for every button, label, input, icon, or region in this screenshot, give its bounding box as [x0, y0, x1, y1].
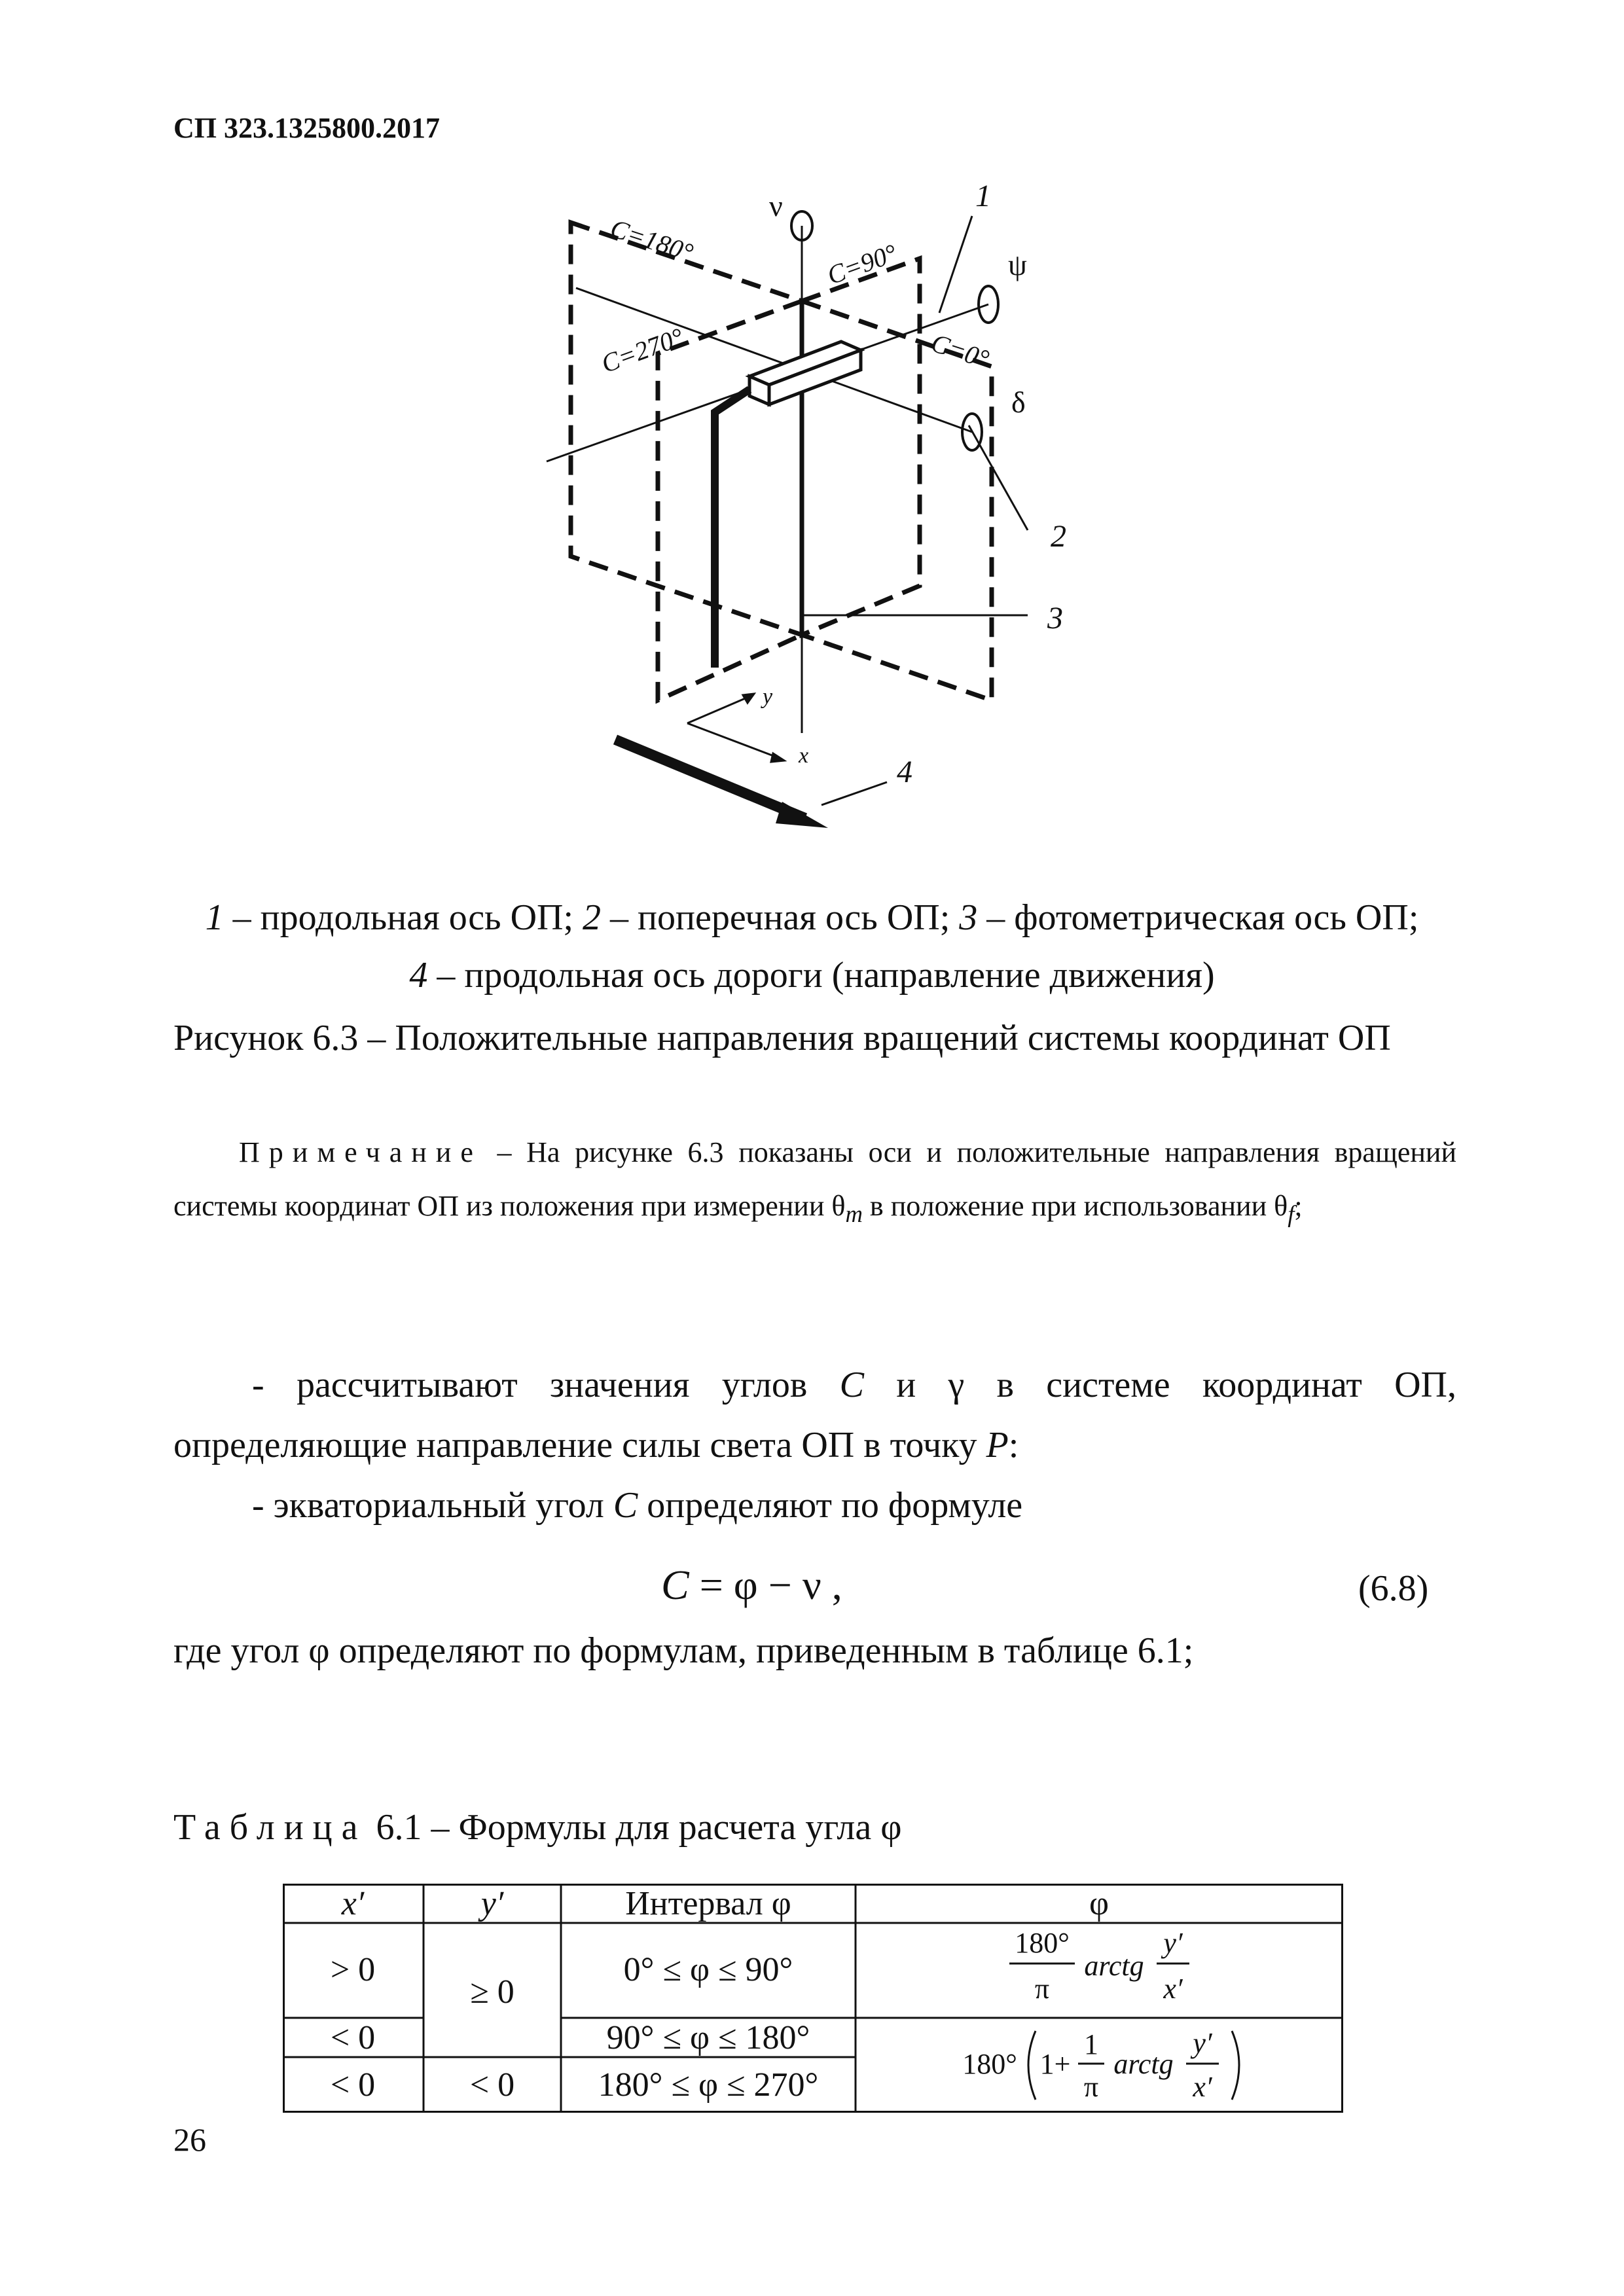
- para2-c: C: [613, 1485, 638, 1526]
- note-lead: Примечание: [239, 1136, 482, 1168]
- legend-num-3: 3: [959, 897, 978, 938]
- note-sub-m: m: [845, 1200, 863, 1227]
- paragraph-equatorial: [252, 1484, 1022, 1526]
- figure-legend-line-2: [0, 954, 1624, 996]
- row3-interval: 180° ≤ φ ≤ 270°: [598, 2066, 819, 2104]
- formula-6-8: [661, 1561, 842, 1609]
- legend-num-2: 2: [583, 897, 602, 938]
- label-2: 2: [1051, 519, 1066, 554]
- formula-1: [1009, 1927, 1189, 2005]
- label-c90: C=90°: [823, 238, 901, 291]
- para1-c: C: [839, 1365, 864, 1405]
- row1-interval: 0° ≤ φ ≤ 90°: [623, 1951, 793, 1988]
- table-title-lead: Таблица: [173, 1807, 367, 1848]
- row2-interval: 90° ≤ φ ≤ 180°: [606, 2019, 810, 2056]
- leader-2: [969, 425, 1028, 530]
- header-interval: Интервал φ: [625, 1885, 791, 1922]
- label-x: x: [799, 744, 809, 768]
- label-4: 4: [897, 755, 912, 789]
- f1-xden: x′: [1163, 1973, 1183, 2005]
- paragraph-where: где угол φ определяют по формулам, приведенным в таблице 6.1;: [173, 1630, 1194, 1671]
- para2-a: - экваториальный угол: [252, 1485, 613, 1526]
- para1-p: P: [986, 1425, 1009, 1465]
- header-phi: φ: [1089, 1885, 1110, 1922]
- leader-4: [821, 782, 887, 805]
- row1-x: > 0: [330, 1951, 376, 1988]
- plane-c180: [571, 223, 802, 635]
- label-3: 3: [1047, 601, 1063, 636]
- coordinate-system-figure: [511, 164, 1394, 851]
- note-sub-f: f: [1288, 1200, 1295, 1227]
- note-text: – На рисунке 6.3 показаны оси и положительные направления вращений системы координат ОП из положения при измерении θ: [173, 1136, 1456, 1222]
- legend-text-3: – фотометрическая ось ОП;: [977, 897, 1419, 938]
- f2-xden: x′: [1193, 2071, 1212, 2103]
- f2-den: π: [1083, 2071, 1099, 2103]
- paragraph-angles: [173, 1355, 1456, 1475]
- legend-num-4: 4: [409, 955, 428, 996]
- document-code: СП 323.1325800.2017: [173, 112, 440, 144]
- plane-c270: [658, 301, 802, 700]
- pole: [715, 389, 749, 668]
- f2-one: 1+: [1039, 2048, 1071, 2080]
- row3-x: < 0: [330, 2066, 376, 2104]
- page-number: 26: [173, 2121, 206, 2158]
- formula-2: [962, 2027, 1239, 2103]
- legend-text-1: – продольная ось ОП;: [223, 897, 583, 938]
- legend-num-1: 1: [205, 897, 224, 938]
- para1-a: - рассчитывают значения углов: [252, 1365, 840, 1405]
- dashed-planes: [571, 223, 992, 700]
- para1-e: :: [1008, 1425, 1019, 1465]
- f1-fn: arctg: [1084, 1950, 1144, 1982]
- plane-c90: [802, 259, 920, 635]
- label-nu: ν: [769, 189, 783, 223]
- x-axis-arrow: [687, 723, 782, 759]
- formula-lhs: C: [661, 1562, 689, 1608]
- label-c0: C=0°: [928, 327, 993, 374]
- f1-ynum: y′: [1163, 1927, 1183, 1959]
- para2-b: определяют по формуле: [638, 1485, 1023, 1526]
- f1-num: 180°: [1015, 1927, 1070, 1959]
- formula-rhs: = φ − ν ,: [689, 1562, 842, 1608]
- header-y: y′: [480, 1885, 504, 1922]
- note-mid: в положение при использовании θ: [862, 1190, 1288, 1222]
- f2-ynum: y′: [1193, 2027, 1212, 2059]
- formula-number: (6.8): [1358, 1568, 1429, 1609]
- header-x: x′: [341, 1885, 365, 1922]
- row3-y: < 0: [469, 2066, 515, 2104]
- note-end: ;: [1294, 1190, 1303, 1222]
- f2-num: 1: [1084, 2028, 1098, 2060]
- formula-table: [283, 1884, 1343, 2113]
- label-delta: δ: [1011, 386, 1026, 419]
- f2-lead: 180°: [962, 2048, 1017, 2080]
- para1-b: и γ в системе координат ОП, определяющие направление силы света ОП в точку: [173, 1365, 1456, 1465]
- road-direction-arrow: [615, 740, 805, 818]
- legend-text-2: – поперечная ось ОП;: [601, 897, 960, 938]
- f1-den: π: [1034, 1973, 1050, 2005]
- figure-legend-line-1: [0, 897, 1624, 939]
- y-axis-arrow: [687, 695, 753, 723]
- leader-1: [939, 216, 972, 313]
- road-arrowhead: [776, 802, 828, 828]
- legend-text-4: – продольная ось дороги (направление движения): [427, 955, 1215, 996]
- row2-x: < 0: [330, 2019, 376, 2056]
- y-merged: ≥ 0: [470, 1973, 514, 2011]
- label-c180: C=180°: [607, 213, 697, 268]
- label-y: y: [763, 685, 773, 709]
- table-title-rest: 6.1 – Формулы для расчета угла φ: [367, 1807, 902, 1848]
- luminaire: [749, 342, 861, 404]
- label-1: 1: [975, 179, 991, 213]
- figure-title: Рисунок 6.3 – Положительные направления вращений системы координат ОП: [173, 1018, 1391, 1058]
- note-paragraph: [173, 1126, 1456, 1241]
- table-title: [173, 1806, 902, 1848]
- f2-fn: arctg: [1113, 2048, 1174, 2080]
- label-c270: C=270°: [597, 321, 687, 379]
- label-psi: ψ: [1008, 248, 1027, 281]
